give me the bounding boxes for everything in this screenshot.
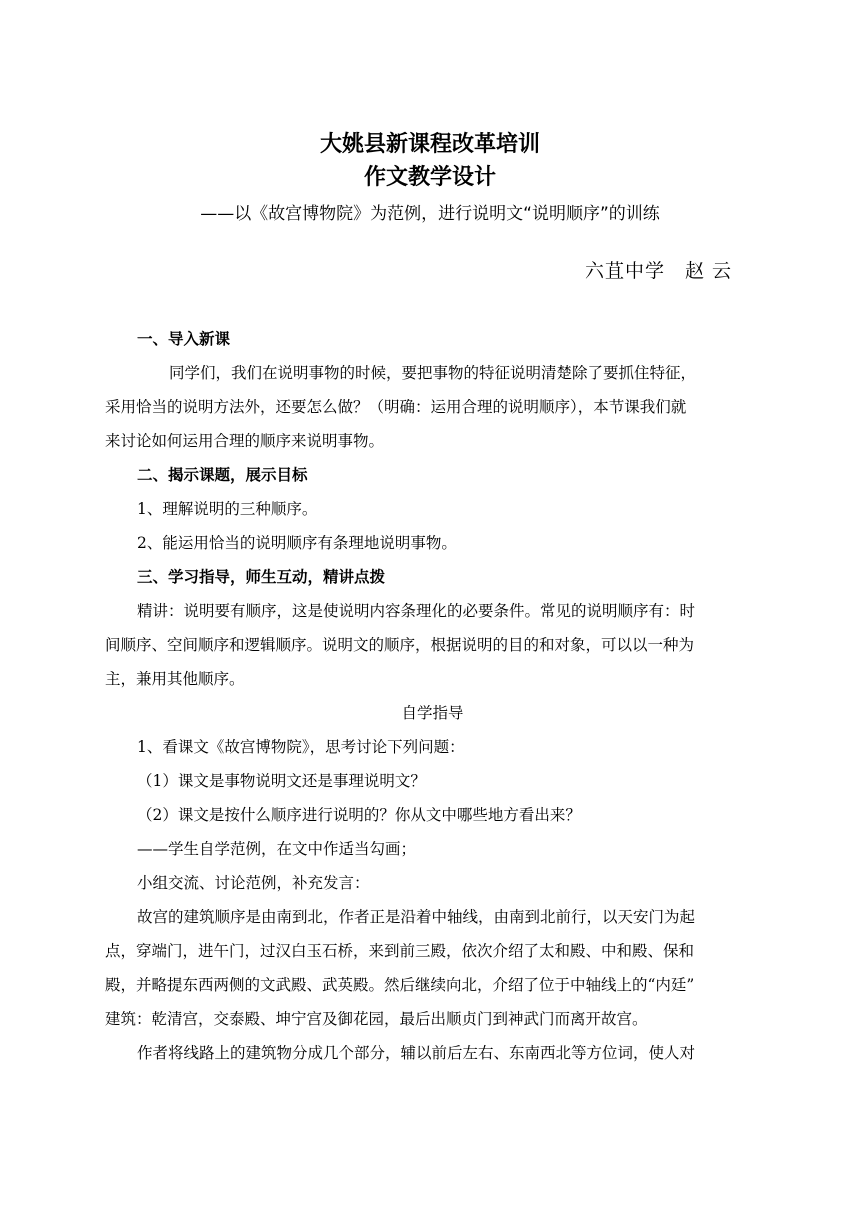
section-heading-goals: 二、揭示课题，展示目标 bbox=[137, 466, 308, 484]
paragraph-line: 间顺序、空间顺序和逻辑顺序。说明文的顺序，根据说明的目的和对象，可以以一种为 bbox=[105, 636, 695, 654]
self-study-heading: 自学指导 bbox=[401, 704, 464, 722]
paragraph-line: 殿，并略提东西两侧的文武殿、武英殿。然后继续向北，介绍了位于中轴线上的“内廷” bbox=[105, 976, 695, 994]
paragraph-line: 同学们，我们在说明事物的时候，要把事物的特征说明清楚除了要抓住特征， bbox=[169, 364, 697, 382]
document-title-line1: 大姚县新课程改革培训 bbox=[319, 132, 540, 157]
note-line: 小组交流、讨论范例，补充发言： bbox=[137, 874, 370, 892]
paragraph-line: 作者将线路上的建筑物分成几个部分，辅以前后左右、东南西北等方位词，使人对 bbox=[137, 1044, 696, 1062]
document-author: 六苴中学 赵 云 bbox=[584, 260, 732, 282]
paragraph-line: 主，兼用其他顺序。 bbox=[105, 670, 245, 688]
paragraph-line: 采用恰当的说明方法外，还要怎么做？（明确：运用合理的说明顺序），本节课我们就 bbox=[105, 398, 687, 416]
list-item: 1、理解说明的三种顺序。 bbox=[137, 500, 318, 518]
section-heading-intro: 一、导入新课 bbox=[137, 330, 231, 348]
question-intro: 1、看课文《故宫博物院》，思考讨论下列问题： bbox=[137, 738, 465, 756]
paragraph-line: 点，穿端门，进午门，过汉白玉石桥，来到前三殿，依次介绍了太和殿、中和殿、保和 bbox=[105, 942, 695, 960]
paragraph-line: 建筑：乾清宫，交泰殿、坤宁宫及御花园，最后出顺贞门到神武门而离开故宫。 bbox=[105, 1010, 648, 1028]
paragraph-line: 来讨论如何运用合理的顺序来说明事物。 bbox=[105, 432, 385, 450]
document-body bbox=[105, 322, 760, 1070]
paragraph-line: 精讲：说明要有顺序，这是使说明内容条理化的必要条件。常见的说明顺序有：时 bbox=[137, 602, 696, 620]
document-subtitle: ——以《故宫博物院》为范例，进行说明文“说明顺序”的训练 bbox=[200, 204, 660, 224]
document-title-line2: 作文教学设计 bbox=[363, 165, 496, 190]
question-item: （1）课文是事物说明文还是事理说明文？ bbox=[137, 772, 426, 790]
note-line: ——学生自学范例，在文中作适当勾画； bbox=[137, 840, 417, 858]
section-heading-guidance: 三、学习指导，师生互动，精讲点拨 bbox=[137, 568, 386, 586]
question-item: （2）课文是按什么顺序进行说明的？你从文中哪些地方看出来？ bbox=[137, 806, 581, 824]
list-item: 2、能运用恰当的说明顺序有条理地说明事物。 bbox=[137, 534, 457, 552]
paragraph-line: 故宫的建筑顺序是由南到北，作者正是沿着中轴线，由南到北前行，以天安门为起 bbox=[137, 908, 696, 926]
